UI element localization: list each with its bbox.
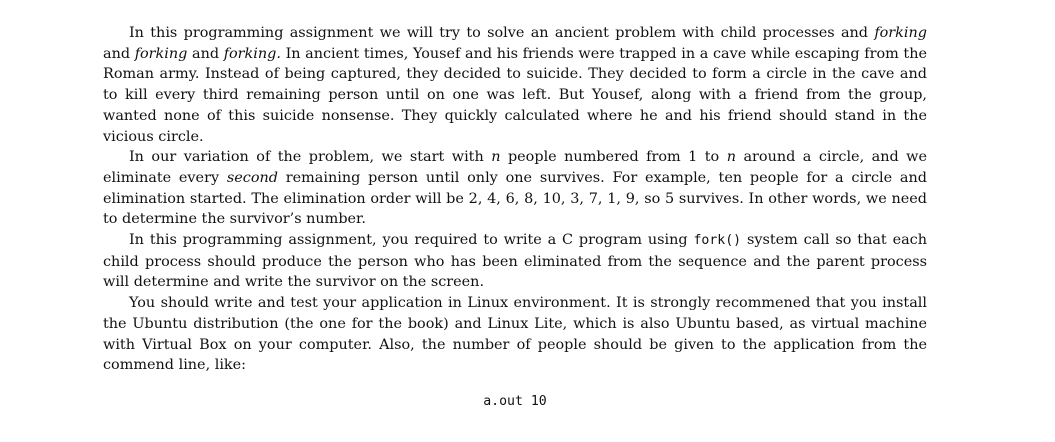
text: remaining person until only one survives. For example, ten people for a circle and elimination started. The elimination order will be 2, 4, 6, 8, 10, 3, 7, 1, 9, so 5 survives. In other words, we need to determine the survivor’s number.: [103, 169, 927, 228]
text: You should write and test your application in Linux environment. It is strongly recommened that you install the Ubuntu distribution (the one for the book) and Linux Lite, which is also Ubuntu based, as virtual machine with Virtual Box on your computer. Also, the number of people should be given to the application from the commend line, like:: [103, 295, 927, 374]
text: In this programming assignment we will try to solve an ancient problem with child processes and: [129, 25, 875, 41]
emphasis: forking: [134, 45, 188, 62]
inline-code: fork(): [693, 233, 742, 249]
text: In ancient times, Yousef and his friends were trapped in a cave while escaping from the Roman army. Instead of being captured, they decided to suicide. They decided to form a circle in the cave and to kill every third remaining person until on one was left. But Yousef, along with a friend from the group, wanted none of this suicide nonsense. They quickly calculated where he and his friend should stand in the vicious circle.: [103, 45, 927, 145]
text: around a circle, and we eliminate every: [103, 149, 927, 186]
text: In this programming assignment, you required to write a C program using: [129, 232, 694, 249]
command-example: a.out 10: [483, 393, 547, 409]
text: and: [187, 45, 224, 62]
emphasis: forking.: [223, 45, 281, 62]
paragraph-environment: [103, 293, 927, 376]
paragraph-requirement: [103, 230, 927, 293]
text: system call so that each child process should produce the person who has been eliminated from the sequence and the parent process will determine and write the survivor on the screen.: [103, 232, 927, 291]
paragraph-variation: [103, 147, 927, 230]
emphasis: second: [226, 169, 278, 186]
math-variable-n: n: [491, 149, 501, 166]
math-variable-n: n: [726, 149, 736, 166]
text: people numbered from 1 to: [500, 149, 727, 166]
text: In our variation of the problem, we start with: [129, 149, 492, 166]
emphasis: forking: [874, 25, 927, 41]
document-body: [103, 23, 927, 412]
paragraph-intro: [103, 23, 927, 147]
text: and: [103, 45, 135, 62]
